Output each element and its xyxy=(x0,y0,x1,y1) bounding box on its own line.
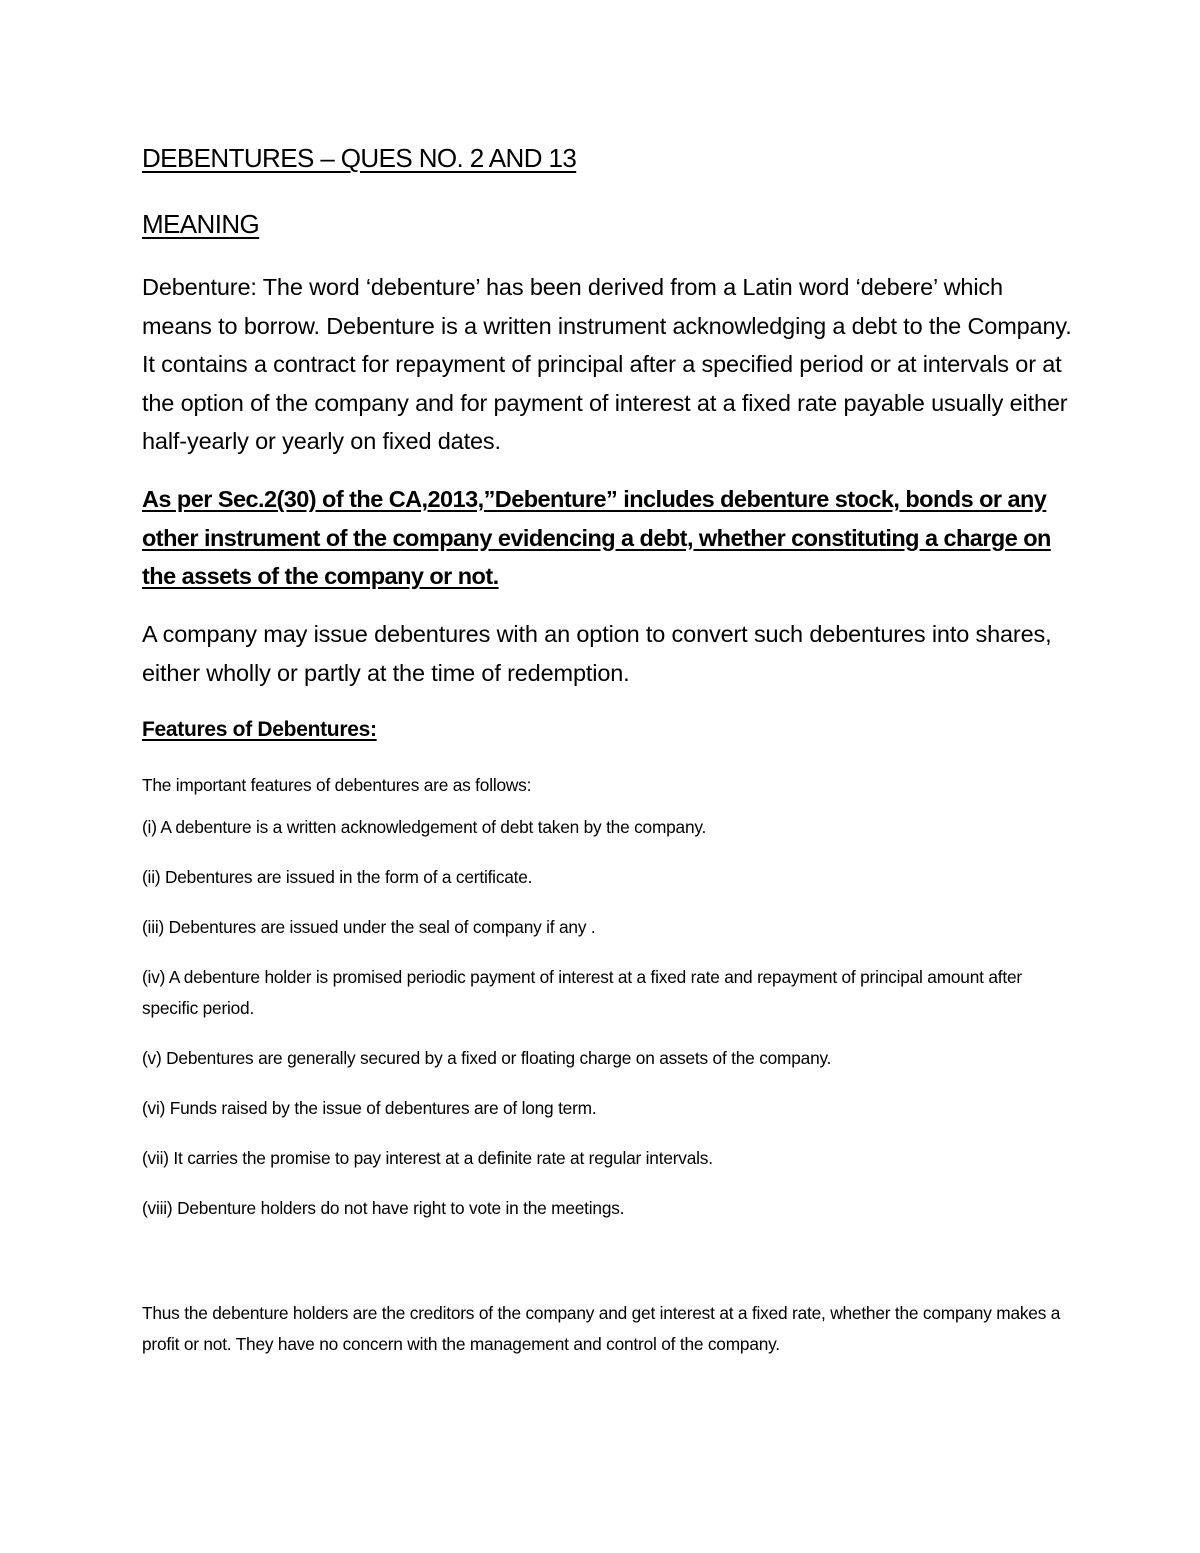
feature-item: (iii) Debentures are issued under the seal of company if any . xyxy=(142,917,596,937)
meaning-heading: MEANING xyxy=(142,209,260,239)
document-title: DEBENTURES – QUES NO. 2 AND 13 xyxy=(142,143,577,173)
features-list xyxy=(142,812,1022,1243)
feature-item: (vi) Funds raised by the issue of debentures are of long term. xyxy=(142,1098,597,1118)
feature-item: (iv) A debenture holder is promised periodic payment of interest at a fixed rate and repayment of principal amount after specific period. xyxy=(142,967,1022,1018)
features-intro: The important features of debentures are as follows: xyxy=(142,775,532,795)
conversion-paragraph: A company may issue debentures with an option to convert such debentures into shares, either wholly or partly at the time of redemption. xyxy=(142,621,1052,686)
features-heading: Features of Debentures: xyxy=(142,718,377,741)
feature-item: (viii) Debenture holders do not have right to vote in the meetings. xyxy=(142,1198,625,1218)
definition-paragraph: As per Sec.2(30) of the CA,2013,”Debenture” includes debenture stock, bonds or any other instrument of the company evidencing a debt, whether constituting a charge on the assets of the company or not. xyxy=(142,486,1051,589)
meaning-paragraph: Debenture: The word ‘debenture’ has been derived from a Latin word ‘debere’ which means to borrow. Debenture is a written instrument acknowledging a debt to the Company. It contains a contract for repayment of principal after a specified period or at intervals or at the option of the company and for payment of interest at a fixed rate payable usually either half-yearly or yearly on fixed dates. xyxy=(142,274,1072,454)
feature-item: (v) Debentures are generally secured by a fixed or floating charge on assets of the company. xyxy=(142,1048,832,1068)
conclusion-paragraph: Thus the debenture holders are the creditors of the company and get interest at a fixed rate, whether the company makes a profit or not. They have no concern with the management and control of the company. xyxy=(142,1303,1061,1354)
feature-item: (i) A debenture is a written acknowledgement of debt taken by the company. xyxy=(142,817,707,837)
feature-item: (vii) It carries the promise to pay interest at a definite rate at regular intervals. xyxy=(142,1148,713,1168)
feature-item: (ii) Debentures are issued in the form of a certificate. xyxy=(142,867,533,887)
